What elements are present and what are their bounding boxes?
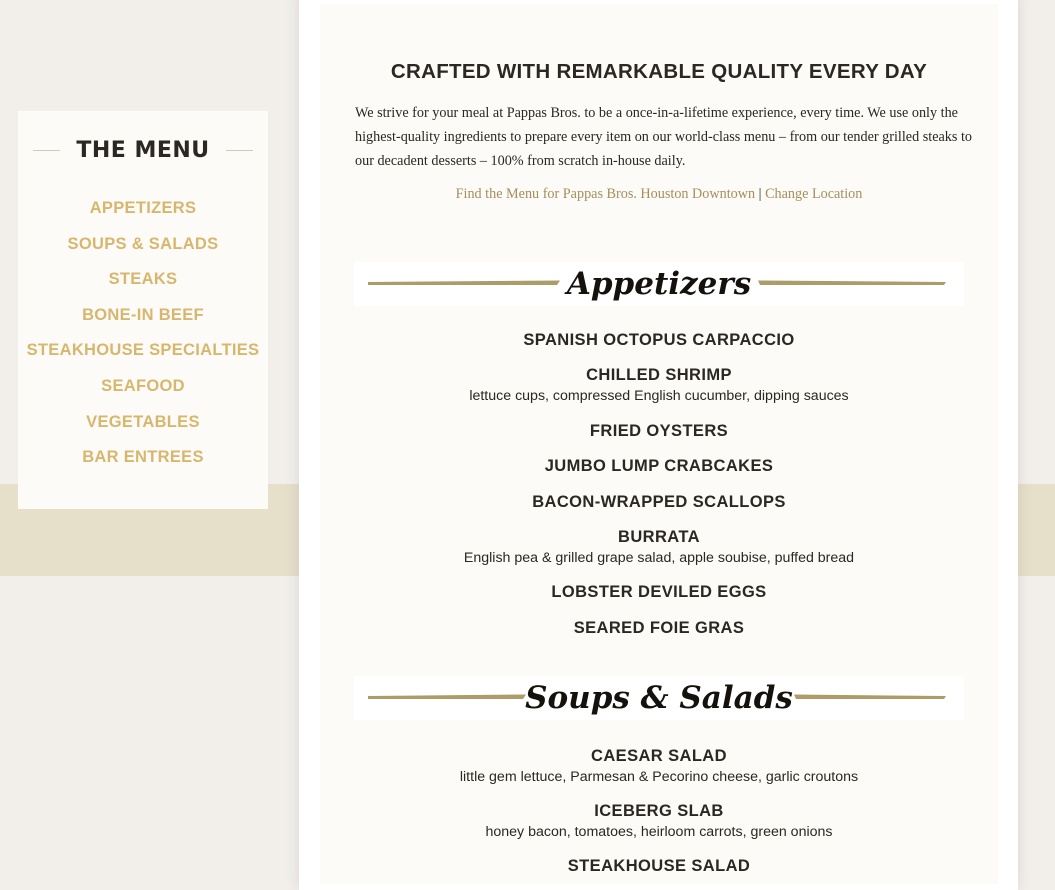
item-name: BURRATA: [618, 528, 700, 546]
menu-sidebar: [18, 111, 268, 509]
sidebar-header: [33, 135, 253, 165]
sidebar-nav: [18, 195, 268, 480]
sidebar-item-soups-salads[interactable]: SOUPS & SALADS: [67, 234, 219, 253]
menu-item: [320, 528, 998, 567]
section-header-appetizers: [354, 262, 964, 306]
sidebar-item-steaks[interactable]: STEAKS: [108, 270, 178, 289]
change-location-link[interactable]: Change Location: [765, 186, 863, 202]
location-row: [320, 186, 998, 203]
item-name: STEAKHOUSE SALAD: [567, 857, 751, 875]
intro-paragraph: We strive for your meal at Pappas Bros. to be a once-in-a-lifetime experience, every time. We use only the highest-quality ingredients to prepare every item on our world-class menu – from our tender grilled steaks to our decadent desserts – 100% from scratch in-house daily.: [355, 105, 972, 169]
main-panel: [320, 4, 998, 884]
sidebar-item-bar-entrees[interactable]: BAR ENTREES: [82, 448, 204, 467]
sidebar-item-bone-in-beef[interactable]: BONE-IN BEEF: [82, 305, 204, 324]
menu-item: [320, 857, 998, 875]
menu-item: [320, 422, 998, 440]
menu-item: [320, 331, 998, 349]
item-description: lettuce cups, compressed English cucumber, dipping sauces: [469, 388, 849, 404]
menu-item: [320, 366, 998, 405]
sidebar-item-seafood[interactable]: SEAFOOD: [101, 376, 185, 395]
item-name: SPANISH OCTOPUS CARPACCIO: [523, 331, 795, 349]
sidebar-item-vegetables[interactable]: VEGETABLES: [86, 412, 200, 431]
section-header-soups-salads: [354, 676, 964, 720]
menu-item: [320, 583, 998, 601]
item-name: SEARED FOIE GRAS: [573, 619, 745, 637]
sidebar-title: THE MENU: [76, 137, 210, 163]
menu-item: [320, 493, 998, 511]
item-name: ICEBERG SLAB: [594, 802, 724, 820]
section-title: Soups & Salads: [525, 680, 793, 716]
sidebar-item-steakhouse-specialties[interactable]: STEAKHOUSE SPECIALTIES: [26, 341, 260, 360]
menu-item: [320, 747, 998, 786]
separator: |: [758, 186, 762, 202]
item-name: CAESAR SALAD: [591, 747, 727, 765]
page-title: CRAFTED WITH REMARKABLE QUALITY EVERY DAY: [390, 60, 928, 83]
menu-item: [320, 619, 998, 637]
item-name: LOBSTER DEVILED EGGS: [551, 583, 767, 601]
menu-item: [320, 802, 998, 841]
sidebar-item-appetizers[interactable]: APPETIZERS: [89, 199, 197, 217]
item-name: JUMBO LUMP CRABCAKES: [544, 457, 774, 475]
item-description: honey bacon, tomatoes, heirloom carrots, green onions: [485, 824, 833, 840]
item-name: FRIED OYSTERS: [589, 422, 729, 440]
find-menu-link[interactable]: Find the Menu for Pappas Bros. Houston Downtown: [455, 186, 756, 202]
item-name: CHILLED SHRIMP: [586, 366, 732, 384]
item-name: BACON-WRAPPED SCALLOPS: [532, 493, 786, 511]
item-description: English pea & grilled grape salad, apple soubise, puffed bread: [463, 550, 855, 566]
item-description: little gem lettuce, Parmesan & Pecorino cheese, garlic croutons: [459, 769, 859, 785]
divider: [226, 150, 253, 151]
divider: [33, 150, 60, 151]
section-title: Appetizers: [566, 266, 752, 302]
menu-item: [320, 457, 998, 475]
